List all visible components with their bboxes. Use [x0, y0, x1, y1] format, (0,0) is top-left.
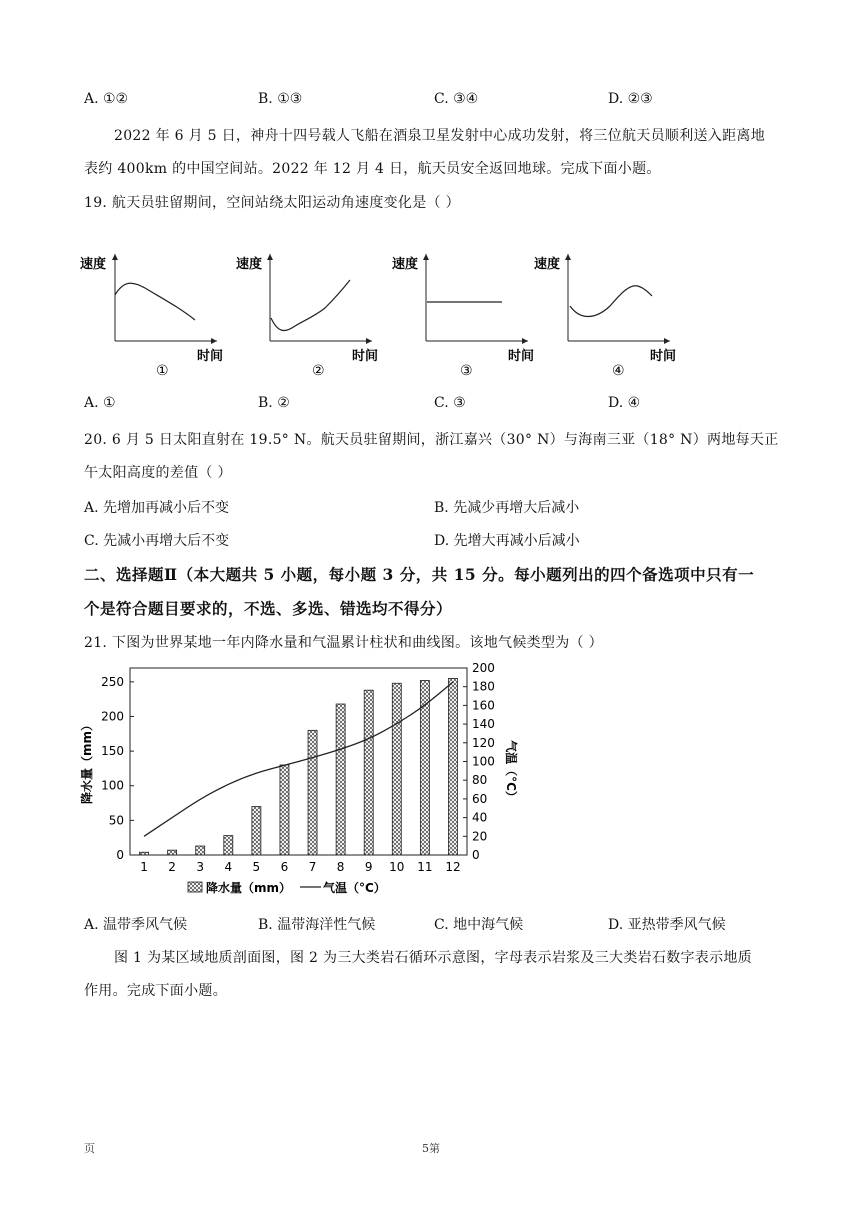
- y-tick-label-right: 200: [472, 661, 495, 675]
- x-tick-label: 3: [196, 860, 205, 874]
- graph-3-label: ③: [460, 363, 473, 379]
- q18-option-c: C. ③④: [434, 91, 479, 107]
- y-tick-label-right: 140: [472, 717, 495, 732]
- graph-3: [392, 254, 534, 379]
- q21-option-a: A. 温带季风气候: [84, 917, 188, 933]
- y-tick-label-right: 80: [472, 773, 488, 788]
- y-tick-label-right: 120: [472, 735, 495, 750]
- y-tick-label-left: 150: [101, 744, 124, 759]
- graph-2-label: ②: [312, 363, 325, 379]
- y-tick-label-right: 20: [472, 829, 488, 844]
- y-tick-label-left: 0: [116, 848, 124, 862]
- q19-option-d: D. ④: [608, 395, 641, 411]
- q20-option-d: D. 先增大再减小后减小: [434, 533, 580, 549]
- x-tick-label: 2: [168, 860, 176, 874]
- legend-precipitation: 降水量（mm）: [206, 881, 292, 895]
- q19-speed-graphs: [70, 248, 710, 388]
- q18-option-b: B. ①③: [258, 91, 303, 107]
- q19-option-b: B. ②: [258, 395, 290, 411]
- chart-legend: [188, 880, 386, 895]
- y-axis-label-right: 气温（°C）: [504, 740, 518, 803]
- y-tick-label-left: 250: [101, 674, 124, 689]
- section2-heading-line1: 二、选择题Ⅱ（本大题共 5 小题，每小题 3 分，共 15 分。每小题列出的四个备选项中只有一: [84, 565, 755, 584]
- q19-stem: 19. 航天员驻留期间，空间站绕太阳运动角速度变化是（ ）: [84, 195, 460, 211]
- y-tick-label-right: 160: [472, 698, 495, 713]
- precipitation-bar: [308, 730, 317, 855]
- temperature-line: [144, 682, 453, 836]
- y-axis-label-left: 降水量（mm）: [80, 718, 94, 805]
- x-tick-label: 11: [417, 860, 433, 874]
- graph-1-label: ①: [156, 363, 169, 379]
- q21-option-d: D. 亚热带季风气候: [608, 917, 726, 933]
- y-tick-label-left: 200: [101, 709, 124, 724]
- graph-3-x-label: 时间: [508, 349, 535, 364]
- precipitation-bar: [364, 690, 373, 855]
- q20-stem-line1: 20. 6 月 5 日太阳直射在 19.5° N。航天员驻留期间，浙江嘉兴（30° N）与海南三亚（18° N）两地每天正: [84, 432, 779, 448]
- x-tick-label: 10: [389, 860, 405, 874]
- section2-heading-line2: 个是符合题目要求的，不选、多选、错选均不得分）: [84, 599, 453, 618]
- climate-chart: [75, 660, 545, 900]
- x-tick-label: 12: [445, 860, 461, 874]
- graph-1: [80, 254, 223, 379]
- intro-rock-line2: 作用。完成下面小题。: [84, 983, 227, 999]
- q20-stem-line2: 午太阳高度的差值（ ）: [84, 465, 232, 481]
- q21-option-b: B. 温带海洋性气候: [258, 917, 376, 933]
- precipitation-bar: [252, 807, 261, 855]
- intro-shenzhou-line2: 表约 400km 的中国空间站。2022 年 12 月 4 日，航天员安全返回地球。完成下面小题。: [84, 161, 661, 177]
- graph-1-y-label: 速度: [80, 257, 107, 272]
- y-tick-label-right: 0: [472, 848, 480, 862]
- y-tick-label-right: 100: [472, 754, 495, 769]
- y-tick-label-left: 50: [108, 813, 124, 828]
- legend-temperature: 气温（°C）: [323, 881, 386, 895]
- intro-shenzhou-line1: 2022 年 6 月 5 日，神舟十四号载人飞船在酒泉卫星发射中心成功发射，将三位航天员顺利送入距离地: [114, 128, 765, 144]
- q21-stem: 21. 下图为世界某地一年内降水量和气温累计柱状和曲线图。该地气候类型为（ ）: [84, 635, 603, 651]
- q19-option-c: C. ③: [434, 395, 466, 411]
- q21-option-c: C. 地中海气候: [434, 917, 524, 933]
- precipitation-bar: [140, 852, 149, 855]
- precipitation-bar: [168, 850, 177, 855]
- graph-2-x-label: 时间: [352, 349, 379, 364]
- precipitation-bar: [196, 846, 205, 855]
- y-tick-label-left: 100: [101, 778, 124, 793]
- x-tick-label: 1: [140, 860, 148, 874]
- graph-2: [236, 254, 378, 379]
- graph-4-x-label: 时间: [650, 349, 677, 364]
- q19-option-a: A. ①: [84, 395, 116, 411]
- x-tick-label: 9: [364, 860, 373, 874]
- y-tick-label-right: 60: [472, 791, 488, 806]
- intro-rock-line1: 图 1 为某区域地质剖面图，图 2 为三大类岩石循环示意图，字母表示岩浆及三大类岩石数字表示地质: [114, 950, 753, 966]
- graph-1-x-label: 时间: [197, 349, 224, 364]
- legend-swatch-precipitation: [188, 882, 202, 892]
- y-tick-label-right: 40: [472, 810, 488, 825]
- x-tick-label: 4: [224, 860, 233, 874]
- precipitation-bar: [336, 704, 345, 855]
- graph-4-y-label: 速度: [534, 257, 561, 272]
- x-tick-label: 7: [308, 860, 317, 874]
- footer-page-number: 5第: [422, 1142, 440, 1155]
- q20-option-b: B. 先减少再增大后减小: [434, 500, 580, 516]
- x-tick-label: 8: [336, 860, 345, 874]
- x-tick-label: 5: [252, 860, 261, 874]
- precipitation-bar: [448, 678, 457, 855]
- precipitation-bar: [280, 765, 289, 855]
- footer-left: 页: [84, 1142, 95, 1155]
- graph-4: [534, 254, 676, 379]
- precipitation-bar: [224, 836, 233, 855]
- q18-option-d: D. ②③: [608, 91, 653, 107]
- q20-option-a: A. 先增加再减小后不变: [84, 500, 230, 516]
- x-tick-label: 6: [280, 860, 289, 874]
- q20-option-c: C. 先减小再增大后不变: [84, 533, 230, 549]
- y-tick-label-right: 180: [472, 679, 495, 694]
- q18-option-a: A. ①②: [84, 91, 129, 107]
- graph-2-y-label: 速度: [236, 257, 263, 272]
- precipitation-bar: [392, 683, 401, 855]
- graph-3-y-label: 速度: [392, 257, 419, 272]
- graph-4-label: ④: [612, 363, 625, 379]
